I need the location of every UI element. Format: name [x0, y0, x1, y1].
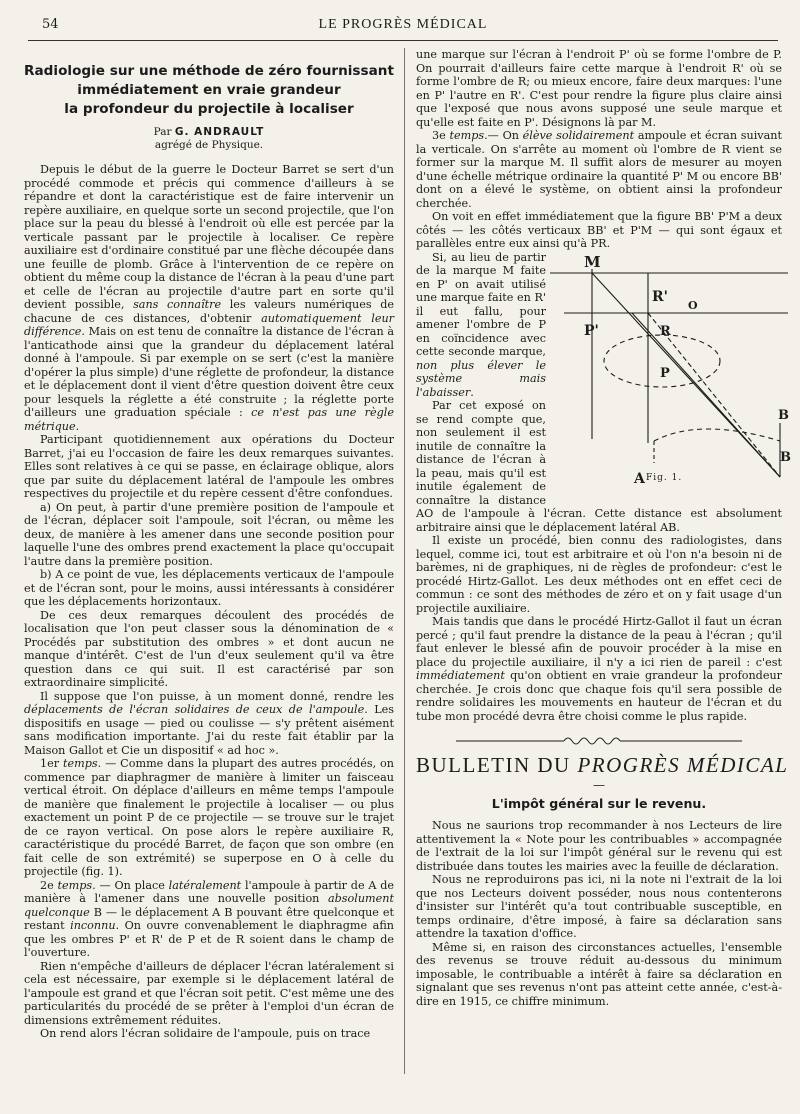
author-name: G. ANDRAULT [174, 126, 265, 138]
article-title-line: immédiatement en vraie grandeur [77, 82, 341, 98]
article-paragraph: Participant quotidiennement aux opérations du Docteur Barret, j'ai eu l'occasion de faire les deux remarques suivantes. Elles sont relatives à ce qui se passe, en éclairage oblique, alors que par suite du déplacement latéral de l'ampoule les ombres respectives du projectile et du repère cessent d'être confondues. [24, 433, 394, 500]
page-header [28, 14, 778, 41]
article-paragraph: 3e temps.— On élève solidairement ampoule et écran suivant la verticale. On s'arrête au moment où l'ombre de R vient se former sur la marque M. Il suffit alors de mesurer au moyen d'une échelle métrique ordinaire la quantité P' M ou encore BB' dont on a élevé le système, on obtient ainsi la profondeur cherchée. [416, 129, 782, 210]
page-number: 54 [42, 17, 59, 32]
bulletin-subtitle: L'impôt général sur le revenu. [491, 796, 707, 811]
bulletin-paragraph: Nous ne saurions trop recommander à nos Lecteurs de lire attentivement la « Note pour les contribuables » accompagnée de l'extrait de la loi sur l'impôt général sur le revenu qui est distribuée dans toutes les mairies avec la feuille de déclaration. [416, 819, 782, 873]
article-paragraph: 2e temps. — On place latéralement l'ampoule à partir de A de manière à l'amener dans une nouvelle position absolument quelconque B — le déplacement A B pouvant être quelconque et restant inconnu. On ouvre convenablement le diaphragme afin que les ombres P' et R' de P et de R soient dans le champ de l'ouverture. [24, 878, 394, 959]
figure-caption: Fig. 1. [646, 472, 683, 483]
article-paragraph: Si, au lieu de partir de la marque M faite en P' on avait utilisé une marque faite en R' il eut fallu, pour amener l'ombre de P en coïncidence avec cette seconde marque, non plus élever le système mais l'abaisser. [416, 250, 546, 399]
article-paragraph: b) A ce point de vue, les déplacements verticaux de l'ampoule et de l'écran sont, pour le moins, aussi intéressants à considérer que les déplacements horizontaux. [24, 568, 394, 608]
article-paragraph: On rend alors l'écran solidaire de l'ampoule, puis on trace [40, 1027, 371, 1040]
figure-1 [550, 251, 791, 503]
article-title [24, 62, 394, 119]
byline-prefix: Par [153, 126, 175, 138]
article-paragraph: Depuis le début de la guerre le Docteur Barret se sert d'un procédé commode et précis qui commence d'ailleurs à se répandre et dont la caractéristique est de faire intervenir un repère auxiliaire, en quelque sorte un second projectile, que l'on place sur la peau du blessé à l'endroit où elle est percée par la verticale passant par le projectile à localiser. Ce repère auxiliaire est d'ordinaire constitué par une flèche découpée dans une feuille de plomb. Grâce à l'intervention de ce repère on obtient du même coup la distance de l'écran à la peau d'une part et celle de l'écran au projectile d'autre part en sorte qu'il devient possible, sans connaître les valeurs numériques de chacune de ces distances, d'obtenir automatiquement leur différence. Mais on est tenu de connaître la distance de l'écran à l'anticathode ainsi que la grandeur du déplacement latéral donné à l'ampoule. Si par exemple on se sert (c'est la manière d'opérer la plus simple) d'une réglette de profondeur, la distance et le déplacement dont il vient d'être question doivent être ceux pour lesquels la réglette a été construite ; la réglette porte d'ailleurs une graduation spéciale : ce n'est pas une règle métrique. [24, 163, 395, 433]
article-paragraph: 1er temps. — Comme dans la plupart des autres procédés, on commence par diaphragmer de manière à limiter un faisceau vertical étroit. On déplace d'ailleurs en même temps l'ampoule de manière que finalement le projectile à localiser — ou plus exactement un point P de ce projectile — se trouve sur le trajet de ce rayon vertical. On pose alors le repère auxiliaire R, caractéristique du procédé Barret, de façon que son ombre (en fait celle de son extrémité) se superpose en O à celle du projectile (fig. 1). [24, 757, 394, 878]
article-paragraph: Il existe un procédé, bien connu des radiologistes, dans lequel, comme ici, tout est arbitraire et où l'on n'a besoin ni de barèmes, ni de graphiques, ni de règles de profondeur: c'est le procédé Hirtz-Gallot. Les deux méthodes ont en effet ceci de commun : ce sont des méthodes de zéro et on y fait usage d'un projectile auxiliaire. [416, 534, 782, 615]
article-paragraph: On voit en effet immédiatement que la figure BB' P'M a deux côtés — les côtés verticaux BB' et P'M — qui sont égaux et parallèles entre eux ainsi qu'à PR. [416, 210, 782, 250]
label-O: O [688, 298, 698, 312]
ray-b [632, 313, 780, 477]
article-paragraph: une marque sur l'écran à l'endroit P' où se forme l'ombre de P. On pourrait d'ailleurs faire cette marque à l'endroit R' où se forme l'ombre de R; ou mieux encore, faire deux marques: l'une en P' l'autre en R'. C'est pour rendre la figure plus claire ainsi que l'exposé que nous avons supposé une seule marque et qu'elle est faite en P'. Désignons là par M. [416, 48, 782, 129]
running-title: LE PROGRÈS MÉDICAL [318, 17, 488, 32]
article-title-line: la profondeur du projectile à localiser [64, 101, 354, 117]
column-divider [404, 48, 405, 1074]
heading-dash: — [593, 778, 605, 792]
article-paragraph: Il suppose que l'on puisse, à un moment donné, rendre les déplacements de l'écran solidaires de ceux de l'ampoule. Les dispositifs en usage — pied ou coulisse — s'y prêtent aisément sans modification importante. J'ai du reste fait établir par la Maison Gallot et Cie un dispositif « ad hoc ». [24, 689, 395, 757]
geometry-diagram [550, 251, 791, 503]
lower-arc [654, 429, 780, 441]
label-B-upper: B [778, 407, 789, 423]
article-title-line: Radiologie sur une méthode de zéro fournissant [24, 63, 394, 79]
article-paragraph: a) On peut, à partir d'une première position de l'ampoule et de l'écran, déplacer soit l'ampoule, soit l'écran, ou même les deux, de manière à les amener dans une seconde position pour laquelle l'une des ombres prend exactement la place qu'occupait l'autre dans la première position. [24, 500, 394, 568]
label-M: M [584, 252, 601, 271]
article-paragraph: Mais tandis que dans le procédé Hirtz-Gallot il faut un écran percé ; qu'il faut prendre la distance de la peau à l'écran ; qu'il faut enlever le blessé afin de pouvoir procéder à la mise en place du projectile auxiliaire, il n'y a ici rien de pareil : c'est immédiatement qu'on obtient en vraie grandeur la profondeur cherchée. Je crois donc que chaque fois qu'il sera possible de rendre solidaires les mouvements en hauteur de l'écran et du tube mon procédé devra être choisi comme le plus rapide. [416, 615, 782, 723]
article-paragraph: Par cet exposé on se rend compte que, non seulement il est inutile de connaître la distance de l'écran à la peau, mais qu'il est inutile également de connaître la distance AO de l'ampoule à l'écran. Cette distance est absolument arbitraire ainsi que le déplacement latéral AB. [416, 399, 782, 534]
bulletin-heading: BULLETIN DU PROGRÈS MÉDICAL [416, 753, 789, 777]
right-column [416, 48, 791, 1106]
left-column [24, 48, 394, 1106]
bulletin-paragraph: Nous ne reproduirons pas ici, ni la note ni l'extrait de la loi que nos Lecteurs doivent posséder, nous nous contenterons d'insister sur l'intérêt qu'a tout contribuable susceptible, en temps ordinaire, d'être imposé, à faire sa déclaration sans attendre la taxation d'office. [416, 873, 782, 940]
bulletin-paragraph: Même si, en raison des circonstances actuelles, l'ensemble des revenus se trouve réduit au-dessous du minimum imposable, le contribuable a intérêt à faire sa déclaration en signalant que ses revenus n'ont pas atteint cette année, c'est-à-dire en 1915, ce chiffre minimum. [416, 940, 782, 1008]
label-R: R [660, 323, 671, 339]
author-affiliation: agrégé de Physique. [154, 139, 264, 151]
label-R-prime: R' [652, 288, 668, 305]
section-separator [416, 733, 782, 749]
label-P: P [660, 365, 670, 381]
byline [24, 125, 394, 139]
article-paragraph: De ces deux remarques découlent des procédés de localisation que l'on peut classer sous la dénomination de « Procédés par substitution des ombres » et dont aucun ne manque d'intérêt. C'est de l'un d'eux seulement qu'il va être question dans ce qui suit. Il est caractérisé par son extraordinaire simplicité. [24, 608, 394, 689]
label-A: A [634, 470, 645, 487]
label-B-lower: B [780, 449, 791, 465]
label-P-prime: P' [584, 322, 599, 339]
article-paragraph: Rien n'empêche d'ailleurs de déplacer l'écran latéralement si cela est nécessaire, par exemple si le déplacement latéral de l'ampoule est grand et que l'écran soit petit. C'est même une des particularités du procédé de se prêter à l'emploi d'un écran de dimensions extrêmement réduites. [24, 959, 394, 1027]
